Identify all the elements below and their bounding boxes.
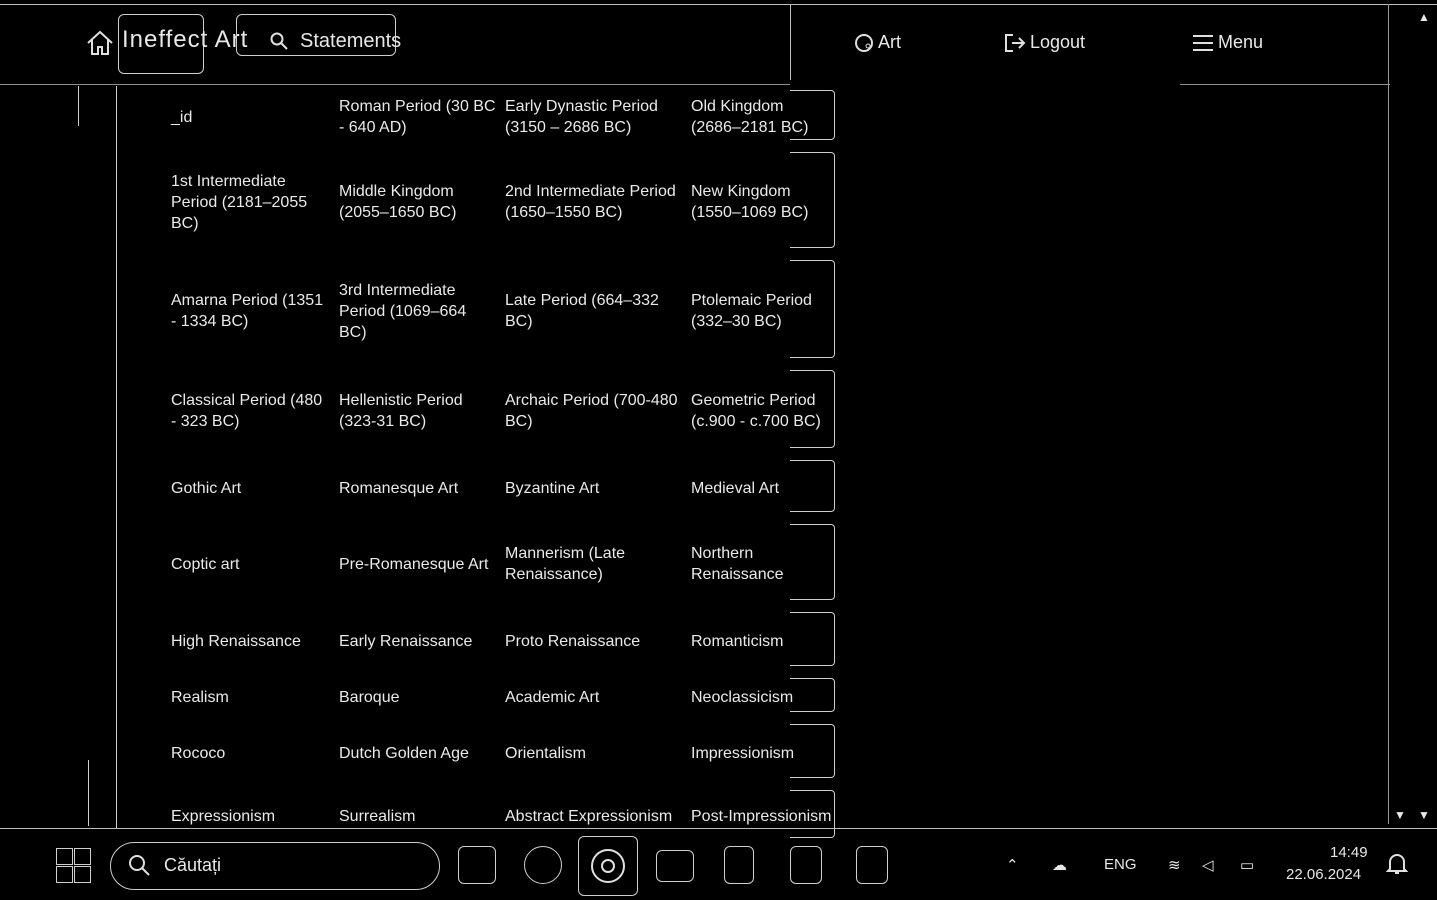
row-tab bbox=[790, 152, 835, 248]
table-row[interactable] bbox=[167, 786, 837, 828]
clock-time[interactable]: 14:49 bbox=[1330, 844, 1368, 861]
table-row[interactable] bbox=[167, 148, 837, 256]
table-cell: Romanticism bbox=[691, 632, 784, 650]
row-tab bbox=[790, 790, 835, 838]
statements-label: Statements bbox=[300, 30, 402, 52]
table-cell: Orientalism bbox=[505, 744, 586, 762]
logout-icon bbox=[1004, 33, 1026, 53]
menu-icon bbox=[1192, 34, 1214, 52]
row-tab bbox=[790, 612, 835, 666]
table-row[interactable] bbox=[167, 608, 837, 674]
table-cell: Early Renaissance bbox=[339, 632, 473, 650]
taskbar-search-input[interactable] bbox=[110, 842, 440, 890]
table-cell: High Renaissance bbox=[171, 632, 301, 650]
row-tab bbox=[790, 260, 835, 358]
table-cell: Middle Kingdom (2055–1650 BC) bbox=[339, 183, 457, 221]
nav-art-label: Art bbox=[878, 32, 902, 52]
wifi-icon[interactable]: ≋ bbox=[1168, 857, 1181, 874]
table-cell: Abstract Expressionism bbox=[505, 807, 673, 825]
calculator-icon[interactable] bbox=[790, 846, 822, 884]
tray-chevron-up-icon[interactable]: ⌃ bbox=[1006, 857, 1019, 874]
notepad-icon[interactable] bbox=[856, 846, 888, 884]
nav-logout[interactable] bbox=[1004, 32, 1085, 53]
table-cell: Late Period (664–332 BC) bbox=[505, 292, 659, 330]
start-icon[interactable] bbox=[56, 848, 90, 882]
table-cell: Roman Period (30 BC - 640 AD) bbox=[339, 98, 496, 136]
table-row[interactable] bbox=[167, 456, 837, 520]
row-tab bbox=[790, 524, 835, 600]
table-cell: Classical Period (480 - 323 BC) bbox=[171, 392, 323, 430]
row-tab bbox=[790, 90, 835, 140]
table-cell: Romanesque Art bbox=[339, 479, 459, 497]
search-icon bbox=[270, 32, 288, 50]
table-cell: Pre-Romanesque Art bbox=[339, 555, 489, 573]
table-cell: Amarna Period (1351 - 1334 BC) bbox=[171, 292, 324, 330]
table-cell: Post-Impressionism bbox=[691, 807, 832, 825]
table-cell: _id bbox=[171, 108, 193, 126]
table-cell: Surrealism bbox=[339, 807, 416, 825]
battery-icon[interactable]: ▭ bbox=[1240, 857, 1255, 874]
table-cell: New Kingdom (1550–1069 BC) bbox=[691, 183, 809, 221]
periods-panel bbox=[116, 86, 837, 828]
scroll-down-arrow-icon[interactable]: ▼ bbox=[1394, 808, 1406, 822]
notification-bell-icon[interactable] bbox=[1386, 852, 1408, 876]
row-tab bbox=[790, 370, 835, 448]
table-cell: 1st Intermediate Period (2181–2055 BC) bbox=[171, 172, 308, 232]
nav-art[interactable] bbox=[854, 32, 901, 53]
table-cell: Old Kingdom (2686–2181 BC) bbox=[691, 98, 809, 136]
table-cell: Expressionism bbox=[171, 807, 276, 825]
table-cell: Geometric Period (c.900 - c.700 BC) bbox=[691, 392, 821, 430]
table-row[interactable] bbox=[167, 720, 837, 786]
table-cell: Neoclassicism bbox=[691, 688, 794, 706]
row-tab bbox=[790, 460, 835, 512]
table-cell: Rococo bbox=[171, 744, 226, 762]
scroll-up-arrow-icon[interactable]: ▲ bbox=[1418, 10, 1430, 24]
table-cell: Dutch Golden Age bbox=[339, 744, 469, 762]
table-row[interactable] bbox=[167, 366, 837, 456]
file-explorer-icon[interactable] bbox=[656, 850, 694, 882]
table-cell: Academic Art bbox=[505, 688, 600, 706]
table-cell: Coptic art bbox=[171, 555, 240, 573]
taskbar-search-placeholder: Căutați bbox=[164, 855, 222, 875]
brand-title: Ineffect Art bbox=[122, 26, 249, 53]
nav-logout-label: Logout bbox=[1030, 32, 1086, 52]
periods-table bbox=[167, 86, 837, 828]
table-cell: Byzantine Art bbox=[505, 479, 600, 497]
reader-app-icon[interactable] bbox=[724, 846, 754, 884]
chat-app-icon[interactable] bbox=[524, 846, 562, 884]
table-cell: Gothic Art bbox=[171, 479, 242, 497]
table-cell: Proto Renaissance bbox=[505, 632, 641, 650]
row-tabs bbox=[790, 86, 836, 828]
table-row[interactable] bbox=[167, 674, 837, 720]
table-cell: 3rd Intermediate Period (1069–664 BC) bbox=[339, 281, 467, 341]
row-tab bbox=[790, 678, 835, 712]
table-cell: Northern Renaissance bbox=[691, 545, 784, 583]
palette-icon bbox=[854, 33, 874, 53]
volume-icon[interactable]: ◁ bbox=[1202, 857, 1214, 874]
table-cell: Baroque bbox=[339, 688, 400, 706]
search-icon bbox=[128, 854, 150, 876]
cloud-icon[interactable]: ☁ bbox=[1052, 857, 1067, 874]
table-cell: Realism bbox=[171, 688, 229, 706]
table-cell: Early Dynastic Period (3150 – 2686 BC) bbox=[505, 98, 658, 136]
table-row[interactable] bbox=[167, 86, 837, 148]
table-cell: 2nd Intermediate Period (1650–1550 BC) bbox=[505, 183, 676, 221]
chrome-active-icon[interactable] bbox=[578, 836, 638, 896]
language-indicator[interactable]: ENG bbox=[1104, 856, 1137, 873]
nav-menu-label: Menu bbox=[1218, 32, 1264, 52]
table-row[interactable] bbox=[167, 520, 837, 608]
table-cell: Impressionism bbox=[691, 744, 795, 762]
table-row[interactable] bbox=[167, 256, 837, 366]
table-cell: Hellenistic Period (323-31 BC) bbox=[339, 392, 463, 430]
table-cell: Archaic Period (700-480 BC) bbox=[505, 392, 678, 430]
home-icon[interactable] bbox=[86, 30, 114, 56]
table-cell: Mannerism (Late Renaissance) bbox=[505, 545, 626, 583]
table-cell: Ptolemaic Period (332–30 BC) bbox=[691, 292, 812, 330]
clock-date[interactable]: 22.06.2024 bbox=[1286, 866, 1362, 883]
row-tab bbox=[790, 724, 835, 778]
table-cell: Medieval Art bbox=[691, 479, 780, 497]
task-view-icon[interactable] bbox=[458, 846, 496, 884]
nav-menu[interactable] bbox=[1192, 32, 1263, 53]
scroll-down-arrow-icon-right[interactable]: ▼ bbox=[1418, 808, 1430, 822]
